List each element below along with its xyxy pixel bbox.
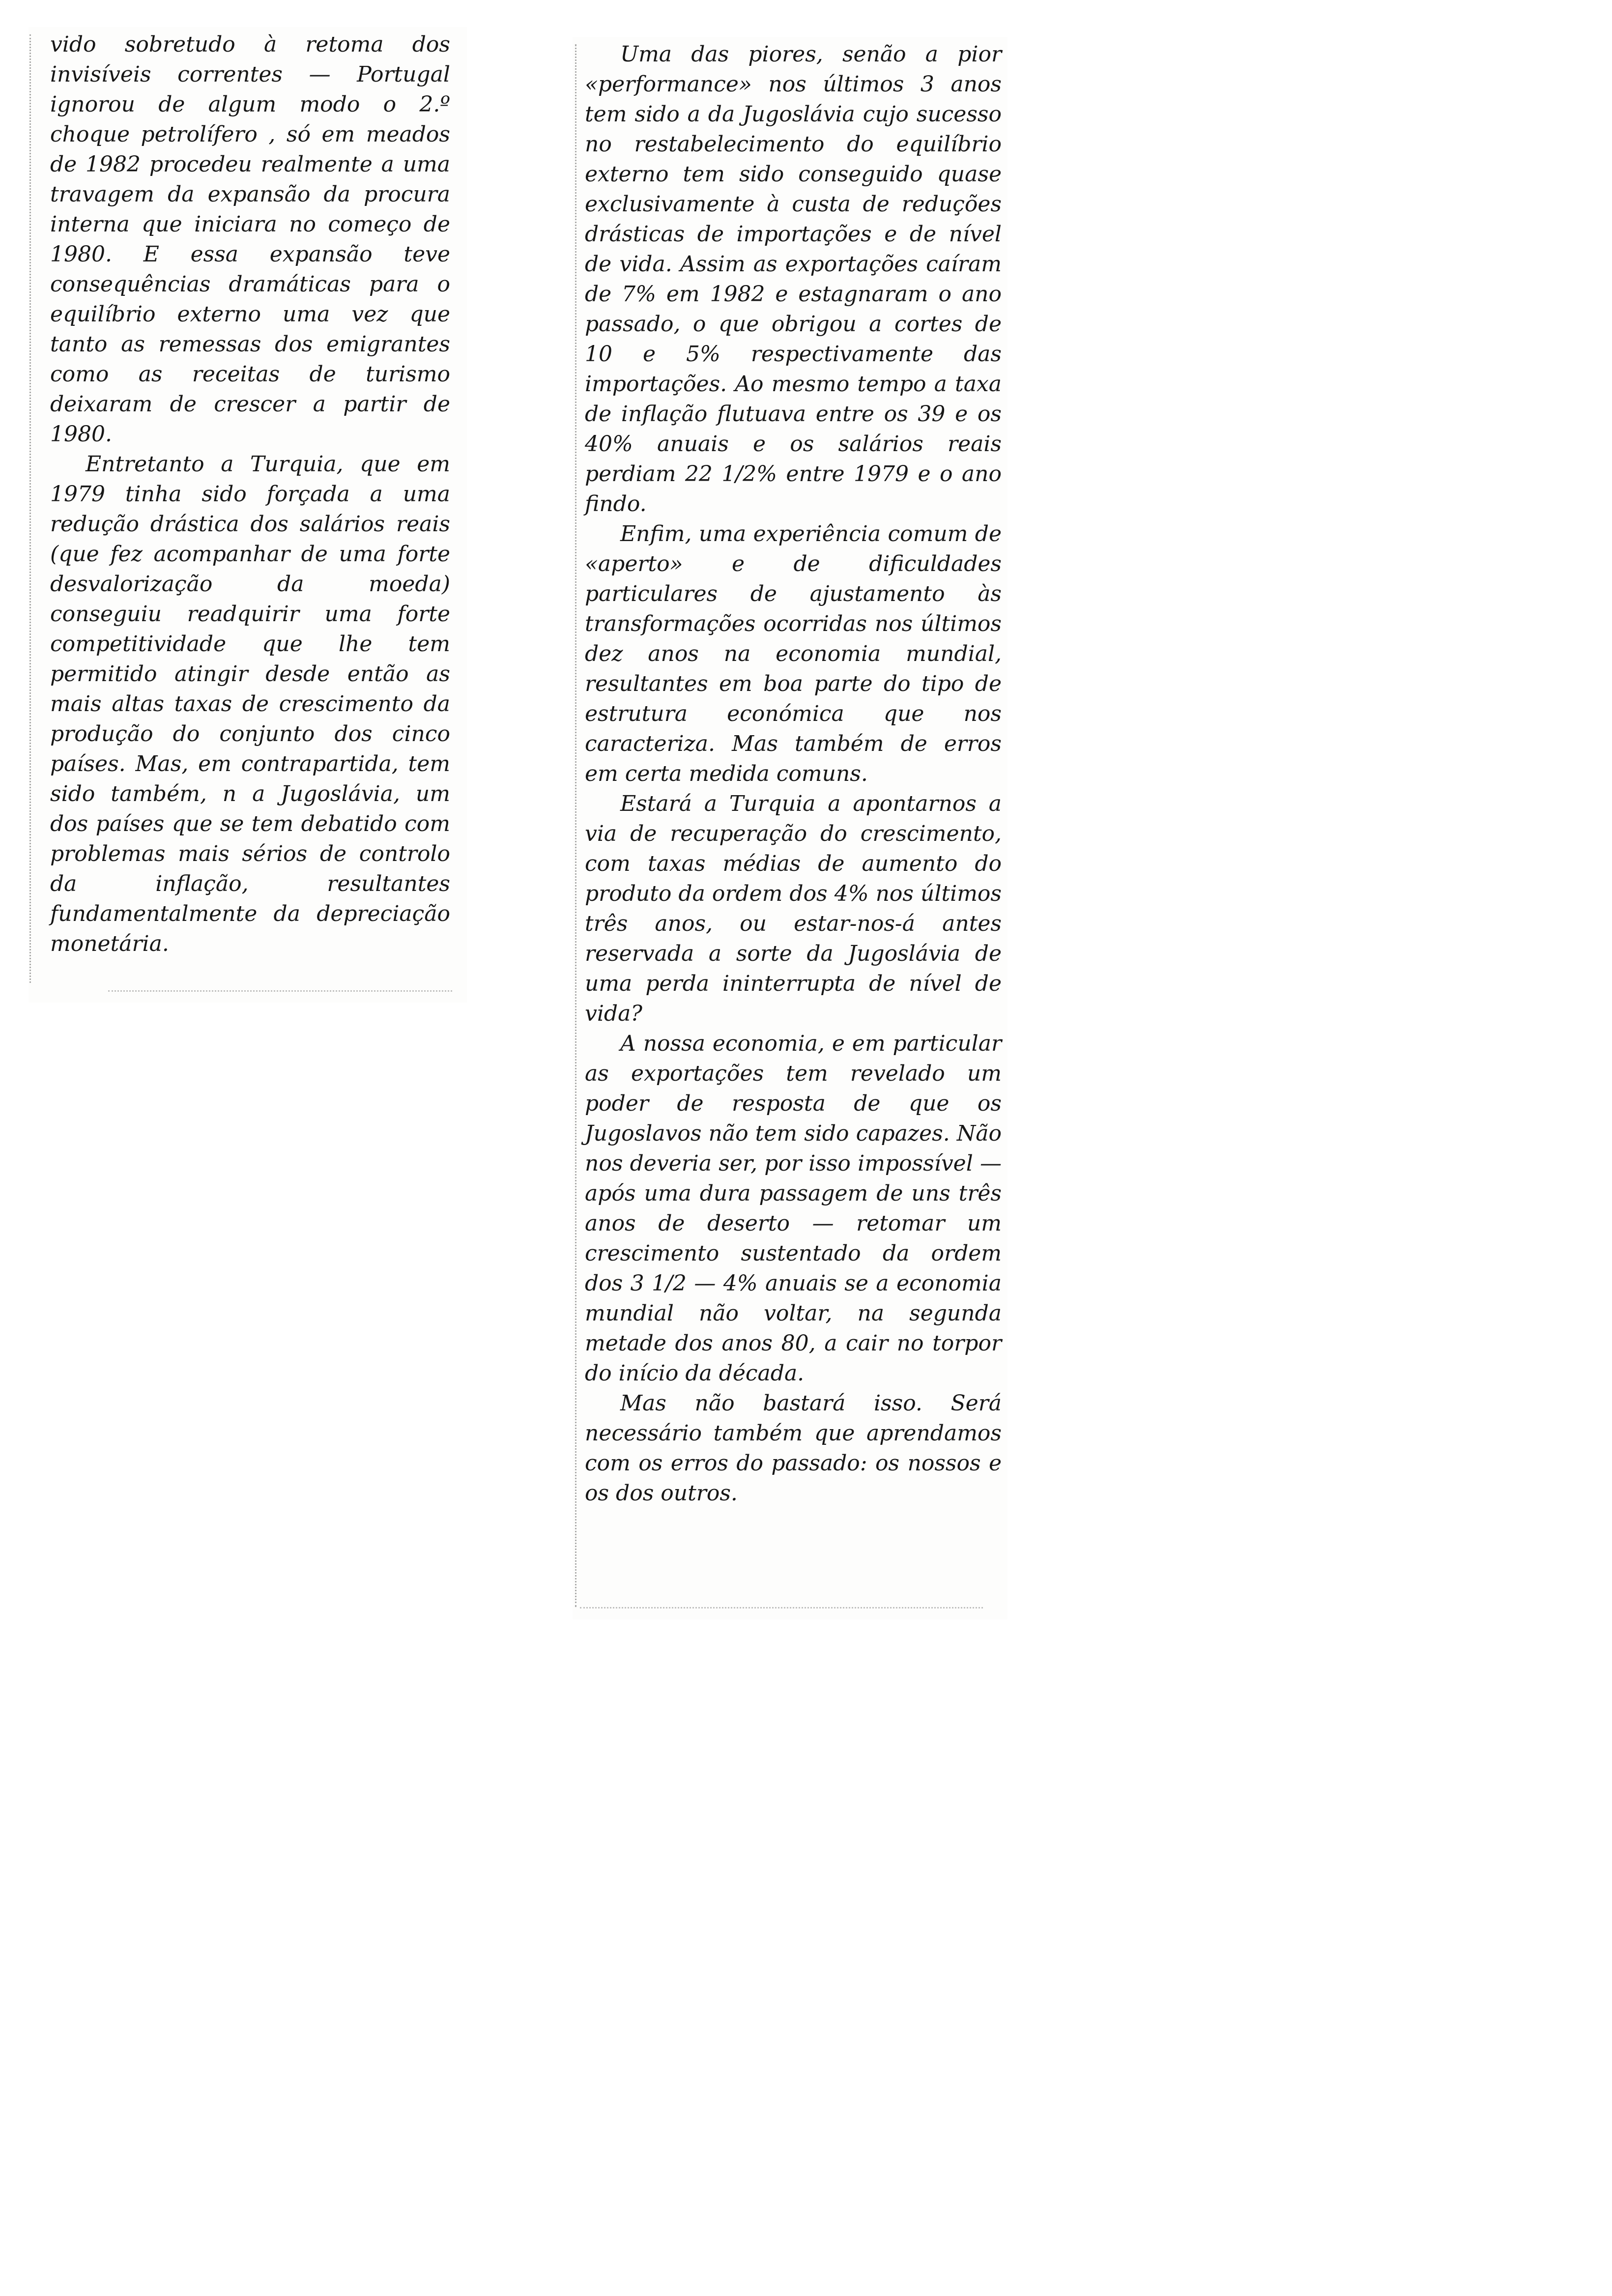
article-paragraph: Enfim, uma experiência comum de «aperto» e de dificuldades particulares de ajustamento às transformações ocorridas nos últimos dez anos na economia mundial, resultantes em boa parte do tipo de estrutura económica que nos caracteriza. Mas também de erros em certa medida comuns. [585,521,1002,786]
article-column-right [585,39,1002,1508]
article-paragraph: Estará a Turquia a apontarnos a via de recuperação do crescimento, com taxas médias de aumento do produto da ordem dos 4% nos últimos três anos, ou estar-nos-á antes reservada a sorte da Jugoslávia de uma perda ininterrupta de nível de vida? [585,791,1002,1026]
article-paragraph: vido sobretudo à retoma dos invisíveis correntes — Portugal ignorou de algum modo o 2.º choque petrolífero , só em meados de 1982 procedeu realmente a uma travagem da expansão da procura interna que iniciara no começo de 1980. E essa expansão teve consequências dramáticas para o equilíbrio externo uma vez que tanto as remessas dos emigrantes como as receitas de turismo deixaram de crescer a partir de 1980. [50,32,450,447]
clipping-cut-edge [575,44,576,1607]
clipping-cut-edge [108,990,452,992]
article-paragraph: Entretanto a Turquia, que em 1979 tinha sido forçada a uma redução drástica dos salários reais (que fez acompanhar de uma forte desvalorização da moeda) conseguiu readquirir uma forte competitividade que lhe tem permitido atingir desde então as mais altas taxas de crescimento da produção do conjunto dos cinco países. Mas, em contrapartida, tem sido também, n a Jugoslávia, um dos países que se tem debatido com problemas mais sérios de controlo da inflação, resultantes fundamentalmente da depreciação monetária. [50,452,450,956]
article-paragraph: Uma das piores, senão a pior «performance» nos últimos 3 anos tem sido a da Jugoslávia cujo sucesso no restabelecimento do equilíbrio externo tem sido conseguido quase exclusivamente à custa de reduções drásticas de importações e de nível de vida. Assim as exportações caíram de 7% em 1982 e estagnaram o ano passado, o que obrigou a cortes de 10 e 5% respectivamente das importações. Ao mesmo tempo a taxa de inflação flutuava entre os 39 e os 40% anuais e os salários reais perdiam 22 1/2% entre 1979 e o ano findo. [585,42,1002,517]
article-paragraph: A nossa economia, e em particular as exportações tem revelado um poder de resposta de que os Jugoslavos não tem sido capazes. Não nos deveria ser, por isso impossível — após uma dura passagem de uns três anos de deserto — retomar um crescimento sustentado da ordem dos 3 1/2 — 4% anuais se a economia mundial não voltar, na segunda metade dos anos 80, a cair no torpor do início da década. [585,1031,1002,1386]
article-column-left [50,29,450,959]
clipping-cut-edge [29,34,31,983]
article-paragraph: Mas não bastará isso. Será necessário também que aprendamos com os erros do passado: os nossos e os dos outros. [585,1391,1002,1506]
clipping-cut-edge [580,1607,983,1608]
